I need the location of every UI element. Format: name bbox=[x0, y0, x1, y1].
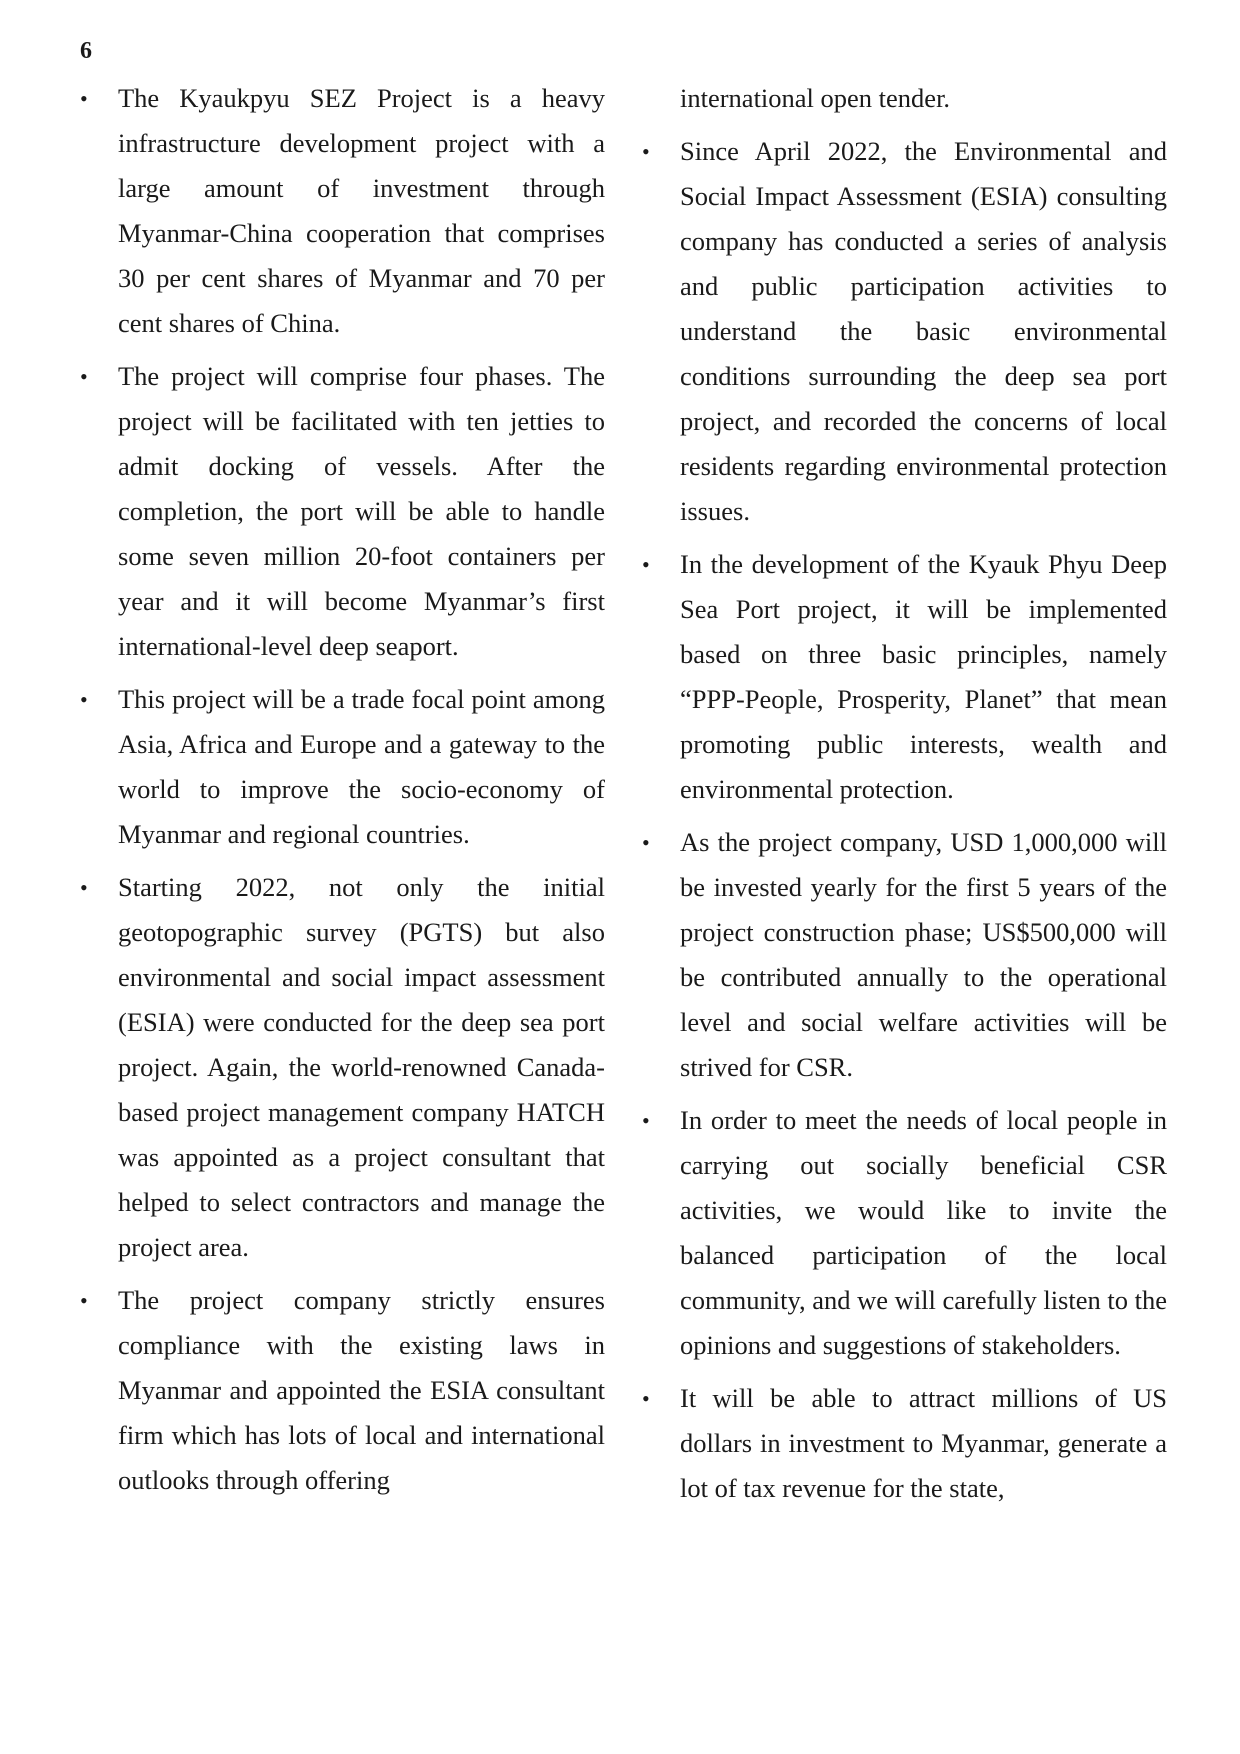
bullet-text: It will be able to attract millions of US dollars in investment to Myanmar, generate a lot of tax revenue for the state, bbox=[680, 1383, 1167, 1503]
bullet-icon: • bbox=[80, 875, 88, 900]
bullet-icon: • bbox=[642, 139, 650, 164]
bullet-icon: • bbox=[642, 552, 650, 577]
left-column bbox=[80, 76, 605, 1511]
bullet-item bbox=[642, 820, 1167, 1090]
bullet-item bbox=[80, 865, 605, 1270]
bullet-icon: • bbox=[642, 1386, 650, 1411]
right-column bbox=[642, 76, 1167, 1519]
bullet-icon: • bbox=[642, 830, 650, 855]
bullet-item bbox=[642, 542, 1167, 812]
continuation-text: international open tender. bbox=[680, 83, 951, 113]
bullet-text: Since April 2022, the Environmental and Social Impact Assessment (ESIA) consulting company has conducted a series of analysis and public participation activities to understand the basic environmental conditions surrounding the deep sea port project, and recorded the concerns of local residents regarding environmental protection issues. bbox=[680, 136, 1167, 526]
bullet-icon: • bbox=[80, 687, 88, 712]
bullet-item bbox=[642, 129, 1167, 534]
bullet-text: In order to meet the needs of local people in carrying out socially beneficial CSR activities, we would like to invite the balanced participation of the local community, and we will carefully listen to the opinions and suggestions of stakeholders. bbox=[680, 1105, 1167, 1360]
page-number: 6 bbox=[80, 38, 92, 64]
bullet-item bbox=[642, 1098, 1167, 1368]
bullet-text: In the development of the Kyauk Phyu Deep Sea Port project, it will be implemented based on three basic principles, namely “PPP-People, Prosperity, Planet” that mean promoting public interests, wealth and environmental protection. bbox=[680, 549, 1167, 804]
bullet-text: Starting 2022, not only the initial geotopographic survey (PGTS) but also environmental and social impact assessment (ESIA) were conducted for the deep sea port project. Again, the world-renowned Canada-based project management company HATCH was appointed as a project consultant that helped to select contractors and manage the project area. bbox=[118, 872, 605, 1262]
bullet-icon: • bbox=[80, 1288, 88, 1313]
bullet-icon: • bbox=[80, 364, 88, 389]
bullet-item bbox=[80, 354, 605, 669]
bullet-text: As the project company, USD 1,000,000 will be invested yearly for the first 5 years of the project construction phase; US$500,000 will be contributed annually to the operational level and social welfare activities will be strived for CSR. bbox=[680, 827, 1167, 1082]
bullet-text: This project will be a trade focal point among Asia, Africa and Europe and a gateway to the world to improve the socio-economy of Myanmar and regional countries. bbox=[118, 684, 605, 849]
bullet-text: The project will comprise four phases. The project will be facilitated with ten jetties to admit docking of vessels. After the completion, the port will be able to handle some seven million 20-foot containers per year and it will become Myanmar’s first international-level deep seaport. bbox=[118, 361, 605, 661]
bullet-item bbox=[80, 76, 605, 346]
bullet-icon: • bbox=[80, 86, 88, 111]
bullet-icon: • bbox=[642, 1108, 650, 1133]
bullet-item bbox=[80, 1278, 605, 1503]
bullet-text: The Kyaukpyu SEZ Project is a heavy infrastructure development project with a large amount of investment through Myanmar-China cooperation that comprises 30 per cent shares of Myanmar and 70 per cent shares of China. bbox=[118, 83, 605, 338]
bullet-text: The project company strictly ensures compliance with the existing laws in Myanmar and appointed the ESIA consultant firm which has lots of local and international outlooks through offering bbox=[118, 1285, 605, 1495]
bullet-item bbox=[642, 1376, 1167, 1511]
bullet-item bbox=[80, 677, 605, 857]
